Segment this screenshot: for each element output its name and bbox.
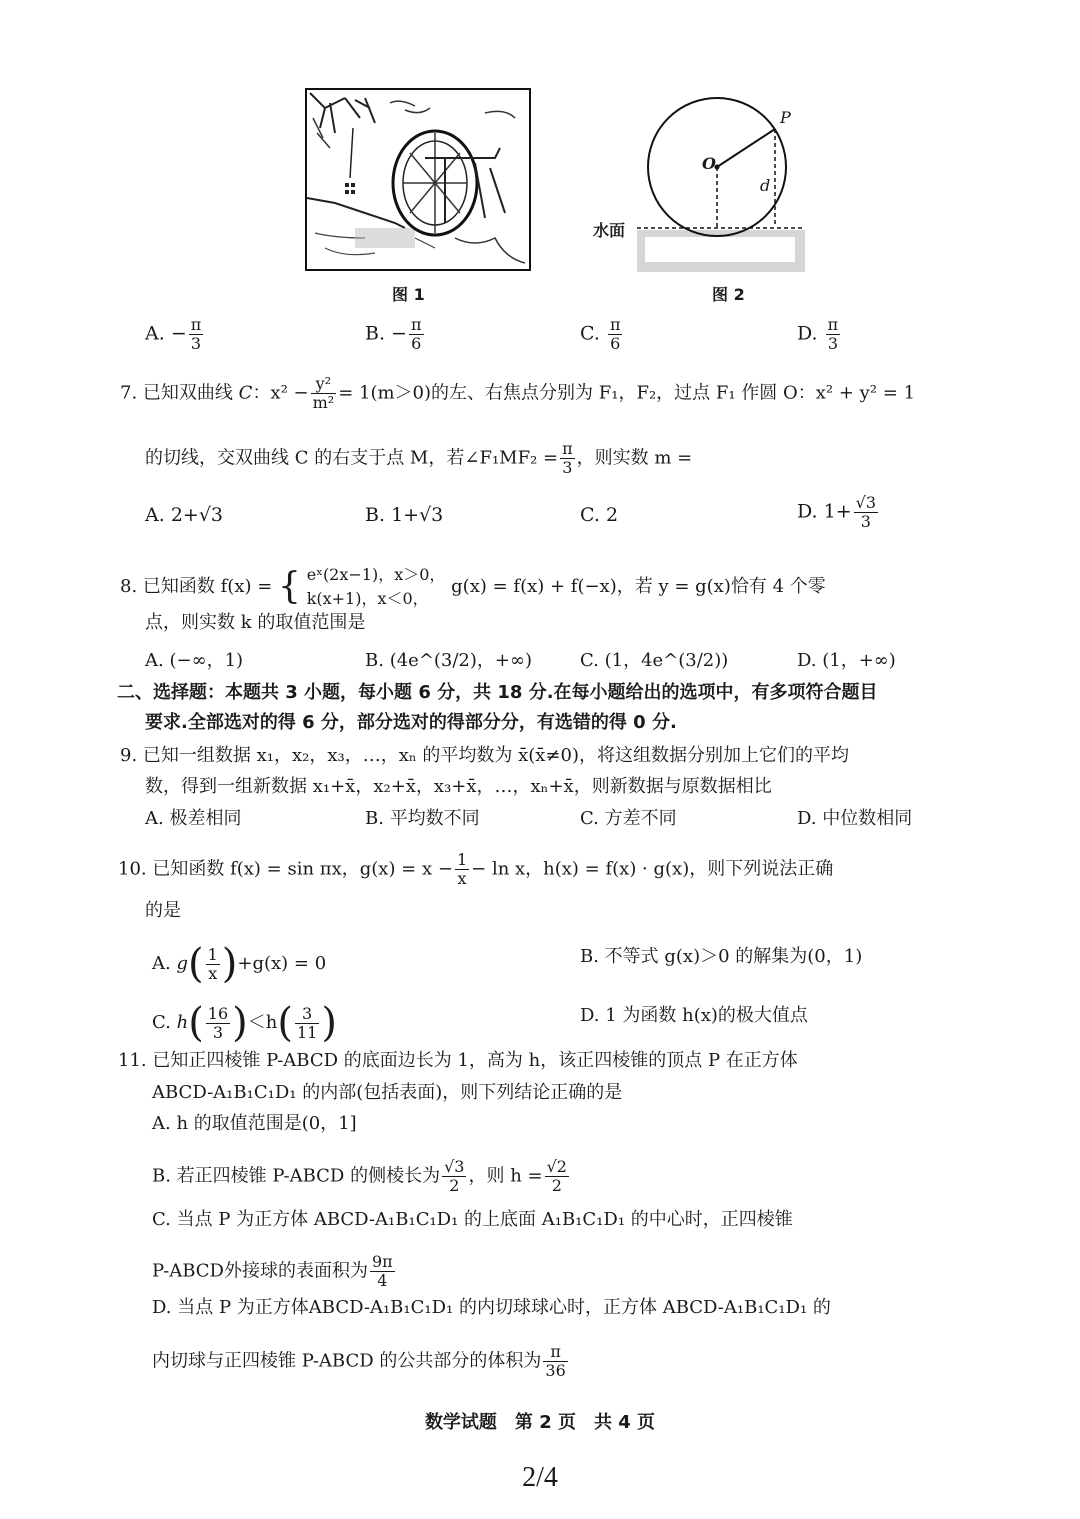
q6-option-a: A. − $\frac{\pi}{3}$	[145, 315, 202, 353]
figure-1-waterwheel	[305, 88, 531, 271]
q11-stem-line1: 11. 已知正四棱锥 P-ABCD 的底面边长为 1，高为 h，该正四棱锥的顶点 P 在正方体	[118, 1050, 798, 1071]
q8-option-b: B. (4e^(3/2)，+∞)	[365, 650, 533, 671]
q10-option-c: C. h( $\frac{16}{3}$ )＜h( $\frac{3}{11}$ )	[152, 1000, 337, 1046]
label-d: d	[760, 176, 771, 195]
q8-option-d: D. (1，+∞)	[797, 650, 896, 671]
q9-option-a: A. 极差相同	[145, 808, 242, 829]
q7-option-c: C. 2	[580, 504, 619, 526]
figure-2-caption: 图 2	[712, 285, 745, 304]
label-water-surface: 水面	[593, 221, 626, 240]
q10-stem-line1: 10. 已知函数 f(x) = sin πx，g(x) = x − $\frac{1}{x}$ − ln x，h(x) = f(x) · g(x)，则下列说法正确	[118, 850, 834, 888]
q10-option-a: A. g( $\frac{1}{x}$ )+g(x) = 0	[152, 941, 327, 987]
q8-stem-line2: 点，则实数 k 的取值范围是	[145, 612, 366, 633]
q10-option-b: B. 不等式 g(x)＞0 的解集为(0，1)	[580, 946, 863, 967]
q7-stem-line2: 的切线，交双曲线 C 的右支于点 M，若∠F₁MF₂ = $\frac{\pi}{3}$ ，则实数 m =	[145, 439, 693, 477]
q8-option-c: C. (1，4e^(3/2))	[580, 650, 729, 671]
q11-option-d-line2: 内切球与正四棱锥 P-ABCD 的公共部分的体积为 $\frac{\pi}{36}$	[152, 1342, 566, 1380]
page-counter: 2/4	[522, 1462, 558, 1493]
waterwheel-illustration	[305, 88, 531, 271]
q9-option-d: D. 中位数相同	[797, 808, 913, 829]
piecewise-cases: eˣ(2x−1)，x＞0， k(x+1)，x＜0，	[306, 565, 446, 608]
q7-option-a: A. 2+√3	[145, 504, 224, 526]
q9-stem-line2: 数，得到一组新数据 x₁+x̄，x₂+x̄，x₃+x̄，…，xₙ+x̄，则新数据与原数据相比	[145, 776, 772, 797]
page-footer-label: 数学试题 第 2 页 共 4 页	[424, 1412, 656, 1433]
q11-stem-line2: ABCD-A₁B₁C₁D₁ 的内部(包括表面)，则下列结论正确的是	[152, 1082, 623, 1103]
q6-option-c: C. $\frac{\pi}{6}$	[580, 315, 621, 353]
q10-stem-line2: 的是	[145, 900, 181, 921]
q7-option-d: D. 1+ $\frac{√3}{3}$	[797, 493, 877, 531]
q11-option-a: A. h 的取值范围是(0，1]	[152, 1113, 357, 1134]
q9-option-b: B. 平均数不同	[365, 808, 480, 829]
label-O: O	[702, 154, 716, 173]
piecewise-brace: {	[278, 566, 301, 607]
section-2-heading-line1: 二、选择题：本题共 3 小题，每小题 6 分，共 18 分.在每小题给出的选项中，有多项符合题目	[117, 682, 878, 703]
q6-option-b: B. − $\frac{\pi}{6}$	[365, 315, 422, 353]
q7-stem-line1: 7. 已知双曲线 C：x² − $\frac{\text{y²}}{\text{m²}}$ = 1(m＞0)的左、右焦点分别为 F₁，F₂，过点 F₁ 作圆 O：x² + y² = 1	[120, 374, 916, 412]
q8-stem-line1: 8. 已知函数 f(x) = { eˣ(2x−1)，x＞0， k(x+1)，x＜0， g(x) = f(x) + f(−x)，若 y = g(x)恰有 4 个零	[120, 563, 826, 611]
q11-option-d-line1: D. 当点 P 为正方体ABCD-A₁B₁C₁D₁ 的内切球球心时，正方体 ABCD-A₁B₁C₁D₁ 的	[152, 1297, 831, 1318]
q11-option-c-line2: P-ABCD外接球的表面积为 $\frac{9\pi}{4}$	[152, 1252, 393, 1290]
q7-option-b: B. 1+√3	[365, 504, 444, 526]
q11-option-b: B. 若正四棱锥 P-ABCD 的侧棱长为 $\frac{√3}{2}$ ，则 h = $\frac{√2}{2}$	[152, 1157, 567, 1195]
q8-option-a: A. (−∞，1)	[145, 650, 244, 671]
q11-option-c-line1: C. 当点 P 为正方体 ABCD-A₁B₁C₁D₁ 的上底面 A₁B₁C₁D₁ 的中心时，正四棱锥	[152, 1209, 793, 1230]
figure-1-caption: 图 1	[392, 285, 425, 304]
q6-option-d: D. $\frac{\pi}{3}$	[797, 315, 839, 353]
q10-option-d: D. 1 为函数 h(x)的极大值点	[580, 1005, 808, 1026]
q9-option-c: C. 方差不同	[580, 808, 677, 829]
section-2-heading-line2: 要求.全部选对的得 6 分，部分选对的得部分分，有选错的得 0 分.	[145, 712, 677, 733]
q9-stem-line1: 9. 已知一组数据 x₁，x₂，x₃，…，xₙ 的平均数为 x̄(x̄≠0)，将这组数据分别加上它们的平均	[120, 745, 849, 766]
label-P: P	[780, 108, 791, 127]
